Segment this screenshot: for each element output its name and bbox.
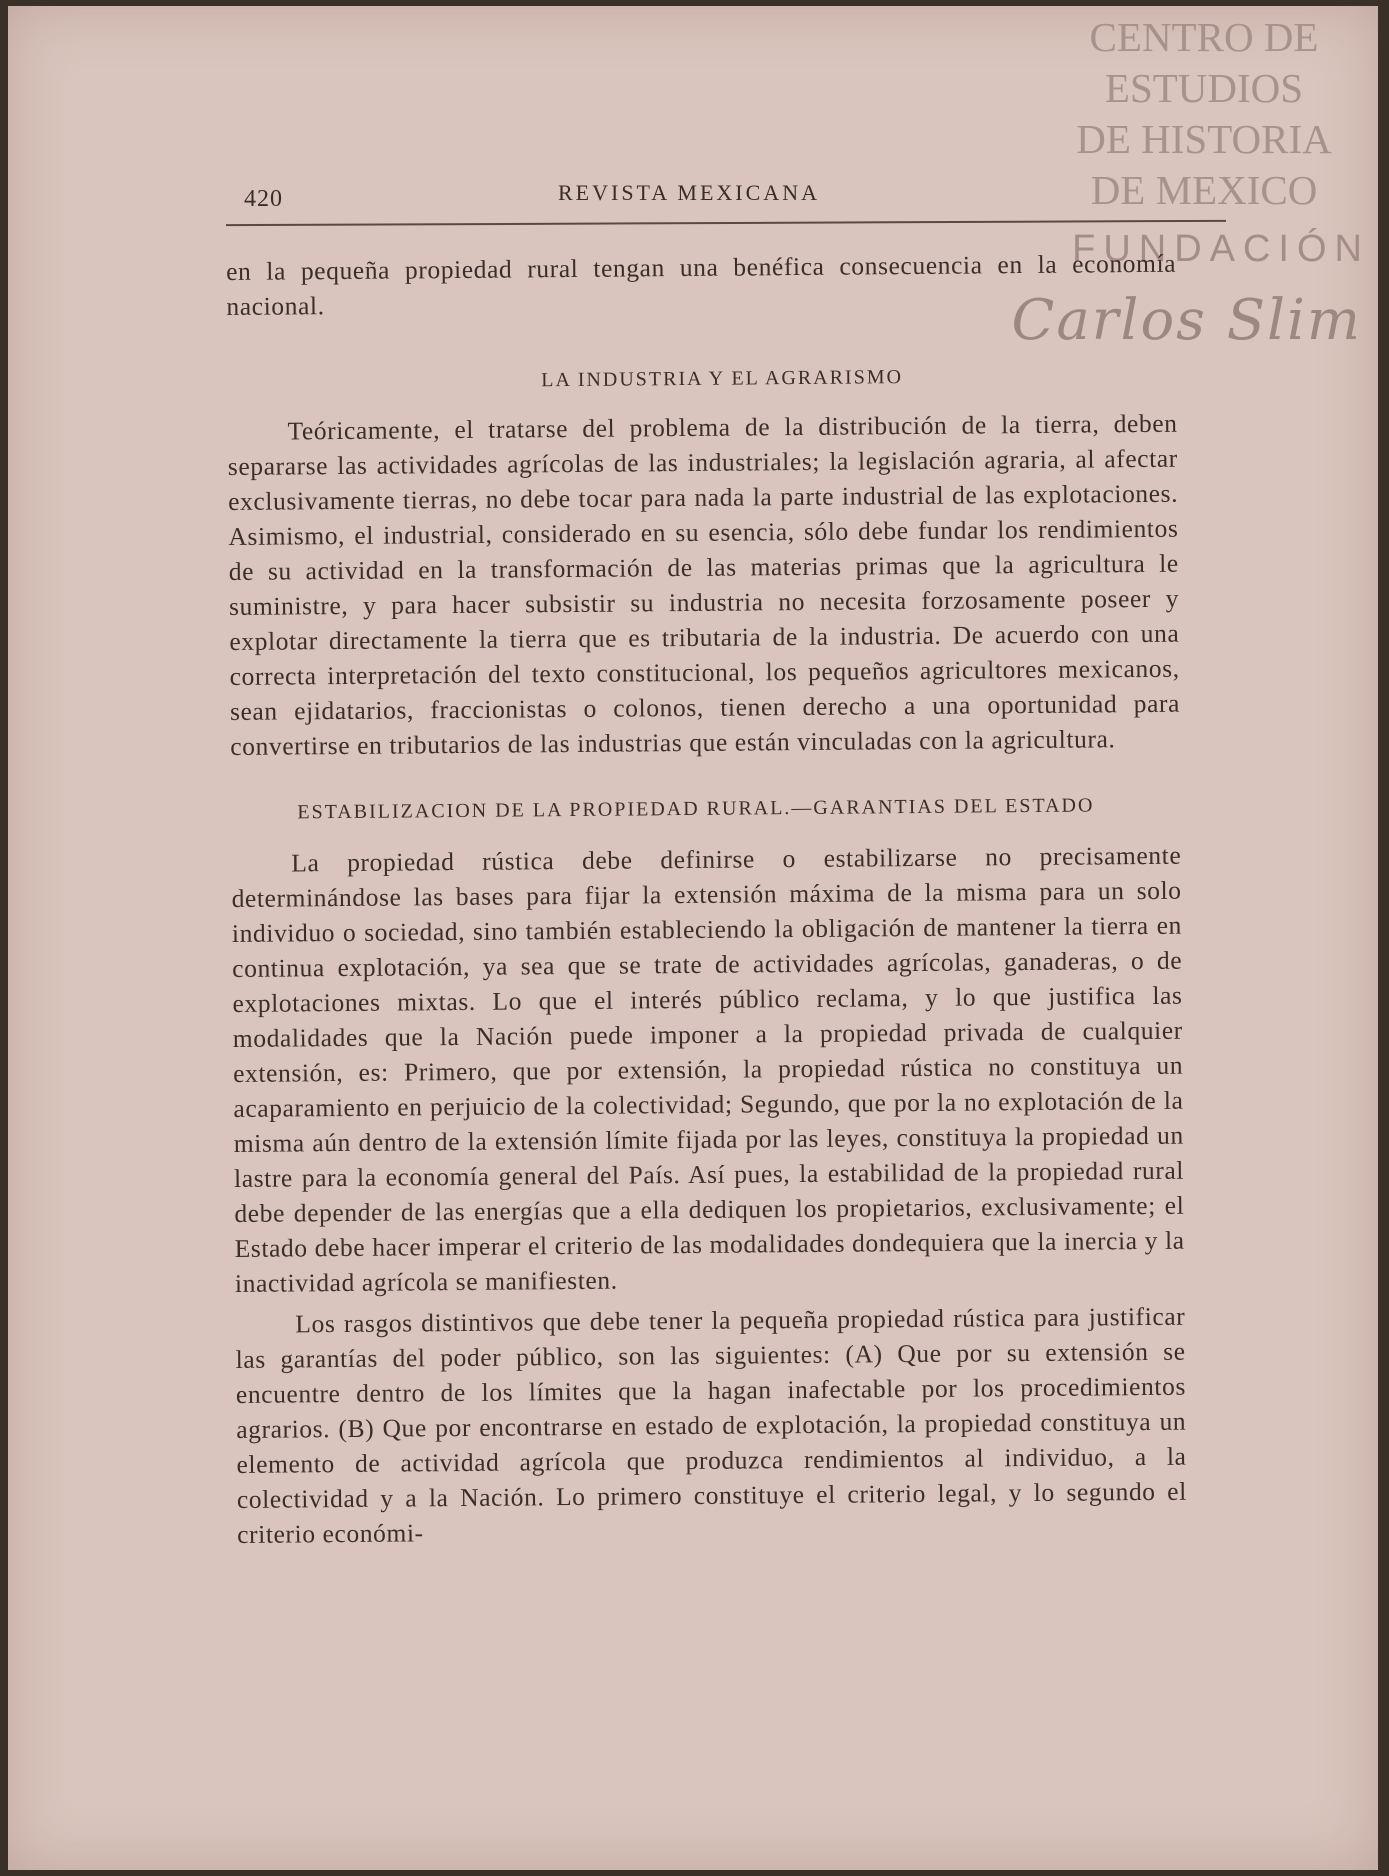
watermark-line: ESTUDIOS: [1104, 65, 1304, 111]
header-rule: [226, 220, 1226, 226]
page-body: [226, 246, 1187, 1552]
watermark-line: DE HISTORIA: [1076, 116, 1332, 162]
body-paragraph: La propiedad rústica debe definirse o estabilizarse no precisamente determinándose las bases para fijar la extensión máxima de la misma para un solo individuo o sociedad, sino también estableciendo la obligación de mantener la tierra en continua explotación, ya sea que se trate de actividades agrícolas, ganaderas, o de explotaciones mixtas. Lo que el interés público reclama, y lo que justifica las modalidades que la Nación puede imponer a la propiedad privada de cualquier extensión, es: Primero, que por extensión, la propiedad rústica no constituya un acaparamiento en perjuicio de la colectividad; Segundo, que por la no explotación de la misma aún dentro de la extensión límite fijada por las leyes, constituya la propiedad un lastre para la economía general del País. Así pues, la estabilidad de la propiedad rural debe depender de las energías que a ella dediquen los propietarios, exclusivamente; el Estado debe hacer imperar el criterio de las modalidades dondequiera que la inercia y la inactividad agrícola se manifiesten.: [231, 840, 1185, 1298]
section-heading: ESTABILIZACION DE LA PROPIEDAD RURAL.—GARANTIAS DEL ESTADO: [297, 794, 1095, 824]
watermark-foundation: FUNDACIÓN: [1072, 228, 1370, 270]
running-header: [226, 174, 1226, 214]
running-title: REVISTA MEXICANA: [558, 180, 820, 205]
body-paragraph: Teóricamente, el tratarse del problema de la distribución de la tierra, deben separarse las actividades agrícolas de las industriales; la legislación agraria, al afectar exclusivamente tierras, no debe tocar para nada la parte industrial de las explotaciones. Asimismo, el industrial, considerado en su esencia, sólo debe fundar los rendimientos de su actividad en la transformación de las materias primas que la agricultura le suministre, y para hacer subsistir su industria no necesita forzosamente poseer y explotar directamente la tierra que es tributaria de la industria. De acuerdo con una correcta interpretación del texto constitucional, los pequeños agricultores mexicanos, sean ejidatarios, fraccionistas o colonos, tienen derecho a una oportunidad para convertirse en tributarios de las industrias que están vinculadas con la agricultura.: [227, 408, 1181, 761]
section-heading: LA INDUSTRIA Y EL AGRARISMO: [541, 366, 904, 392]
intro-paragraph: en la pequeña propiedad rural tengan una benéfica consecuencia en la economía nacional.: [226, 248, 1177, 321]
watermark-line: CENTRO DE: [1089, 14, 1319, 60]
body-paragraph: Los rasgos distintivos que debe tener la pequeña propiedad rústica para justificar las garantías del poder público, son las siguientes: (A) Que por su extensión se encuentre dentro de los límites que la hagan inafectable por los procedimientos agrarios. (B) Que por encontrarse en estado de explotación, la propiedad constituya un elemento de actividad agrícola que produzca rendimientos al individuo, a la colectividad y a la Nación. Lo primero constituye el criterio legal, y lo segundo el criterio económi-: [235, 1301, 1187, 1549]
watermark-signature: Carlos Slim: [1011, 288, 1362, 353]
watermark-line: DE MEXICO: [1090, 167, 1318, 213]
document-page: [8, 6, 1378, 1870]
page-number: 420: [244, 186, 283, 212]
